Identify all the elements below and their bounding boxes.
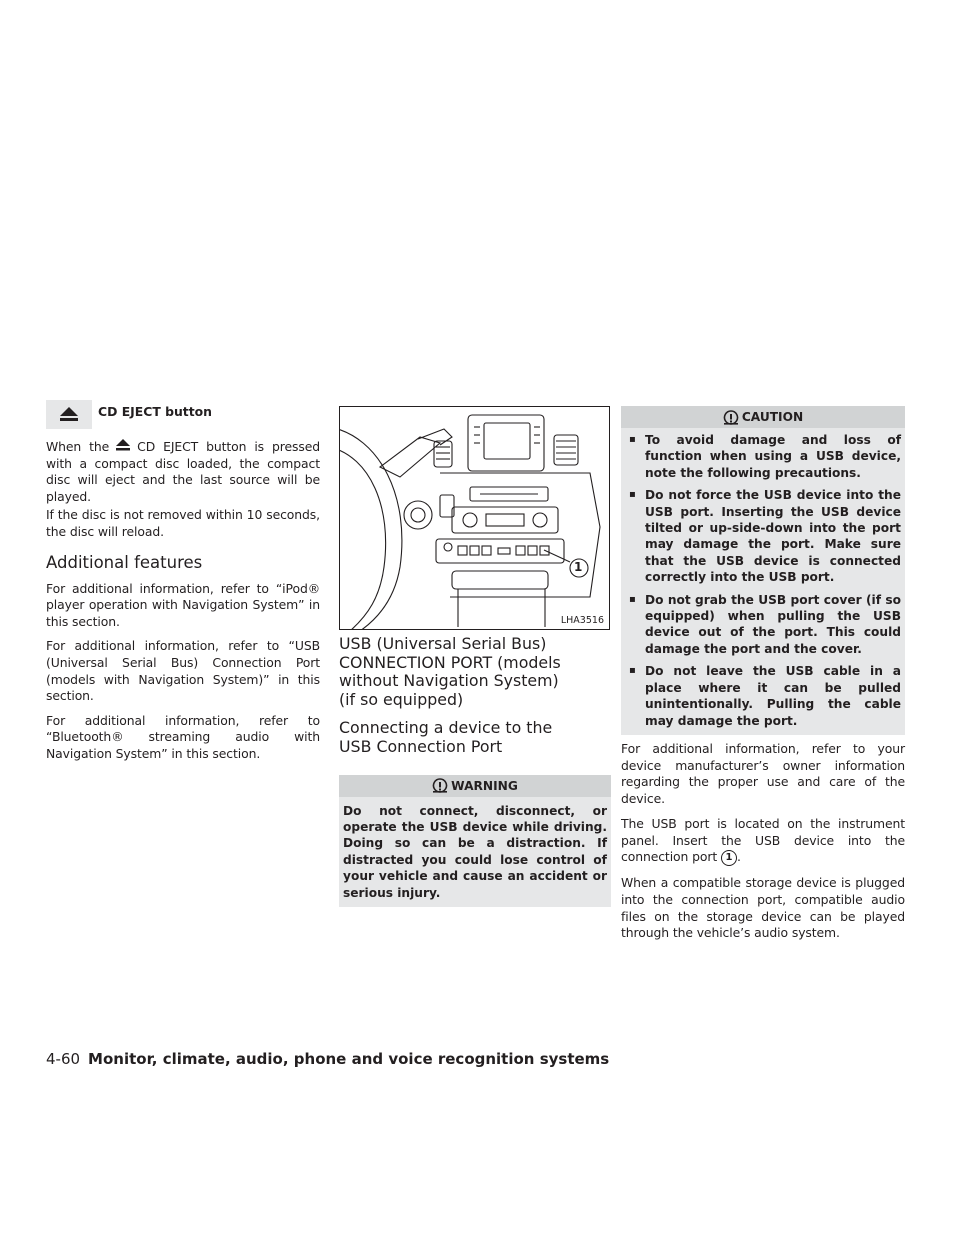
caution-icon bbox=[723, 410, 739, 425]
page-number: 4-60 bbox=[46, 1050, 81, 1068]
dashboard-line-drawing bbox=[340, 407, 610, 630]
warning-body: Do not connect, disconnect, or operate the USB device while driving. Doing so can be a distraction. If distracted you could lose control of your vehicle and cause an accident or serious injury. bbox=[339, 797, 611, 907]
caution-header: CAUTION bbox=[621, 406, 905, 428]
eject-reload-paragraph: If the disc is not removed within 10 seconds, the disc will reload. bbox=[46, 507, 320, 539]
additional-features-heading: Additional features bbox=[46, 552, 203, 572]
caution-body bbox=[621, 428, 905, 735]
warning-header: WARNING bbox=[339, 775, 611, 797]
chapter-title: Monitor, climate, audio, phone and voice recognition systems bbox=[88, 1050, 610, 1068]
figure-code: LHA3516 bbox=[560, 615, 604, 626]
right-column bbox=[621, 406, 905, 942]
callout-1-label: 1 bbox=[574, 560, 583, 574]
callout-1-inline: 1 bbox=[721, 850, 737, 866]
additional-paragraph-1: For additional information, refer to “iPod® player operation with Navigation System” in this section. bbox=[46, 580, 320, 629]
usb-subsection-title: Connecting a device to the USB Connection Port bbox=[339, 718, 553, 756]
eject-icon-box bbox=[46, 400, 92, 429]
caution-item: ▪ To avoid damage and loss of function when using a USB device, note the following precautions. bbox=[625, 432, 901, 481]
eject-icon bbox=[58, 406, 80, 422]
middle-column bbox=[339, 635, 611, 907]
caution-item: ▪ Do not leave the USB cable in a place where it can be pulled unintentionally. Pulling the cable may damage the port. bbox=[625, 663, 901, 729]
eject-title: CD EJECT button bbox=[98, 404, 212, 419]
additional-paragraph-2: For additional information, refer to “USB (Universal Serial Bus) Connection Port (models with Navigation System)” in this section. bbox=[46, 638, 320, 704]
page-footer bbox=[46, 1050, 609, 1068]
warning-icon bbox=[432, 778, 448, 793]
eject-heading-row bbox=[46, 400, 320, 430]
caution-item: ▪ Do not grab the USB port cover (if so equipped) when pulling the USB device out of the port. This could damage the port and the cover. bbox=[625, 592, 901, 658]
left-column bbox=[46, 400, 320, 763]
eject-paragraph: When the CD EJECT button is pressed with a compact disc loaded, the compact disc will eject and the last source will be played. bbox=[46, 439, 320, 504]
caution-item: ▪ Do not force the USB device into the USB port. Inserting the USB device tilted or up-side-down into the port may damage the port. Make sure that the USB device is connected correctly into the USB port. bbox=[625, 487, 901, 585]
dashboard-illustration bbox=[339, 406, 610, 630]
usb-location-paragraph: The USB port is located on the instrument panel. Insert the USB device into the connection port 1 . bbox=[621, 816, 905, 865]
storage-device-paragraph: When a compatible storage device is plugged into the connection port, compatible audio files on the storage device can be played through the vehicle’s audio system. bbox=[621, 875, 905, 941]
device-info-paragraph: For additional information, refer to your device manufacturer’s owner information regarding the proper use and care of the device. bbox=[621, 740, 905, 806]
eject-inline-icon bbox=[109, 438, 137, 452]
usb-section-title: USB (Universal Serial Bus) CONNECTION PORT (models without Navigation System) (if so equipped) bbox=[339, 634, 561, 709]
additional-paragraph-3: For additional information, refer to “Bluetooth® streaming audio with Navigation System” in this section. bbox=[46, 712, 320, 761]
